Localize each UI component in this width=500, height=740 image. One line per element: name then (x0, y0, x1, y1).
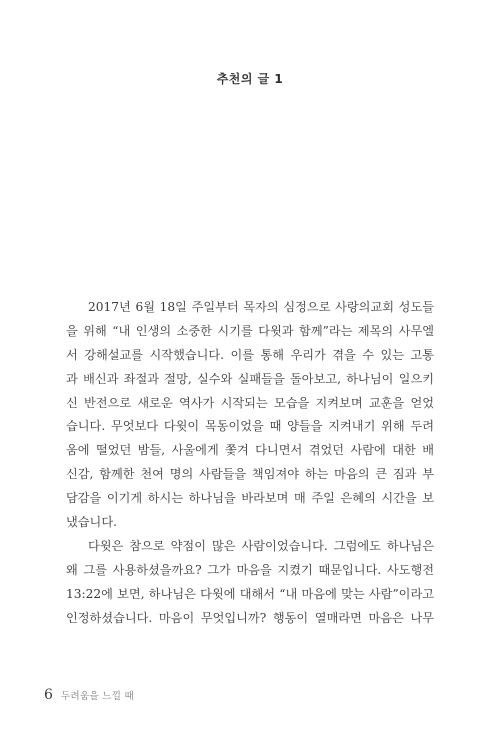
text-line: 담감을 이기게 하시는 하나님을 바라보며 매 주일 은혜의 시간을 보 (66, 491, 434, 506)
text-line: 인정하셨습니다. 마음이 무엇입니까? 행동이 열매라면 마음은 나무 (66, 610, 434, 625)
text-line: 을 위해 “내 인생의 소중한 시기를 다윗과 함께”라는 제목의 사무엘 (66, 323, 434, 338)
body-text (66, 296, 434, 630)
text-line: 습니다. 무엇보다 다윗이 목동이었을 때 양들을 지켜내기 위해 두려 (66, 419, 434, 434)
text-line: 냈습니다. (66, 515, 117, 530)
text-line: 13:22에 보면, 하나님은 다윗에 대해서 “내 마음에 맞는 사람”이라고 (66, 586, 434, 601)
text-line: 다윗은 참으로 약점이 많은 사람이었습니다. 그럼에도 하나님은 (88, 538, 434, 553)
text-line: 왜 그를 사용하셨을까요? 그가 마음을 지켰기 때문입니다. 사도행전 (66, 562, 434, 577)
text-line: 2017년 6월 18일 주일부터 목자의 심정으로 사랑의교회 성도들 (88, 300, 434, 314)
text-line: 신 반전으로 새로운 역사가 시작되는 모습을 지켜보며 교훈을 얻었 (66, 395, 434, 410)
text-line: 움에 떨었던 밤들, 사울에게 쫓겨 다니면서 겪었던 사람에 대한 배 (66, 443, 434, 458)
section-title: 추천의 글 1 (216, 72, 284, 86)
text-line: 과 배신과 좌절과 절망, 실수와 실패들을 돌아보고, 하나님이 일으키 (66, 371, 434, 386)
page-footer (44, 684, 134, 703)
page-number: 6 (44, 687, 53, 703)
text-line: 신감, 함께한 천여 명의 사람들을 책임져야 하는 마음의 큰 짐과 부 (66, 467, 434, 482)
text-line: 서 강해설교를 시작했습니다. 이를 통해 우리가 겪을 수 있는 고통 (66, 347, 434, 362)
running-title: 두려움을 느낄 때 (61, 691, 134, 702)
